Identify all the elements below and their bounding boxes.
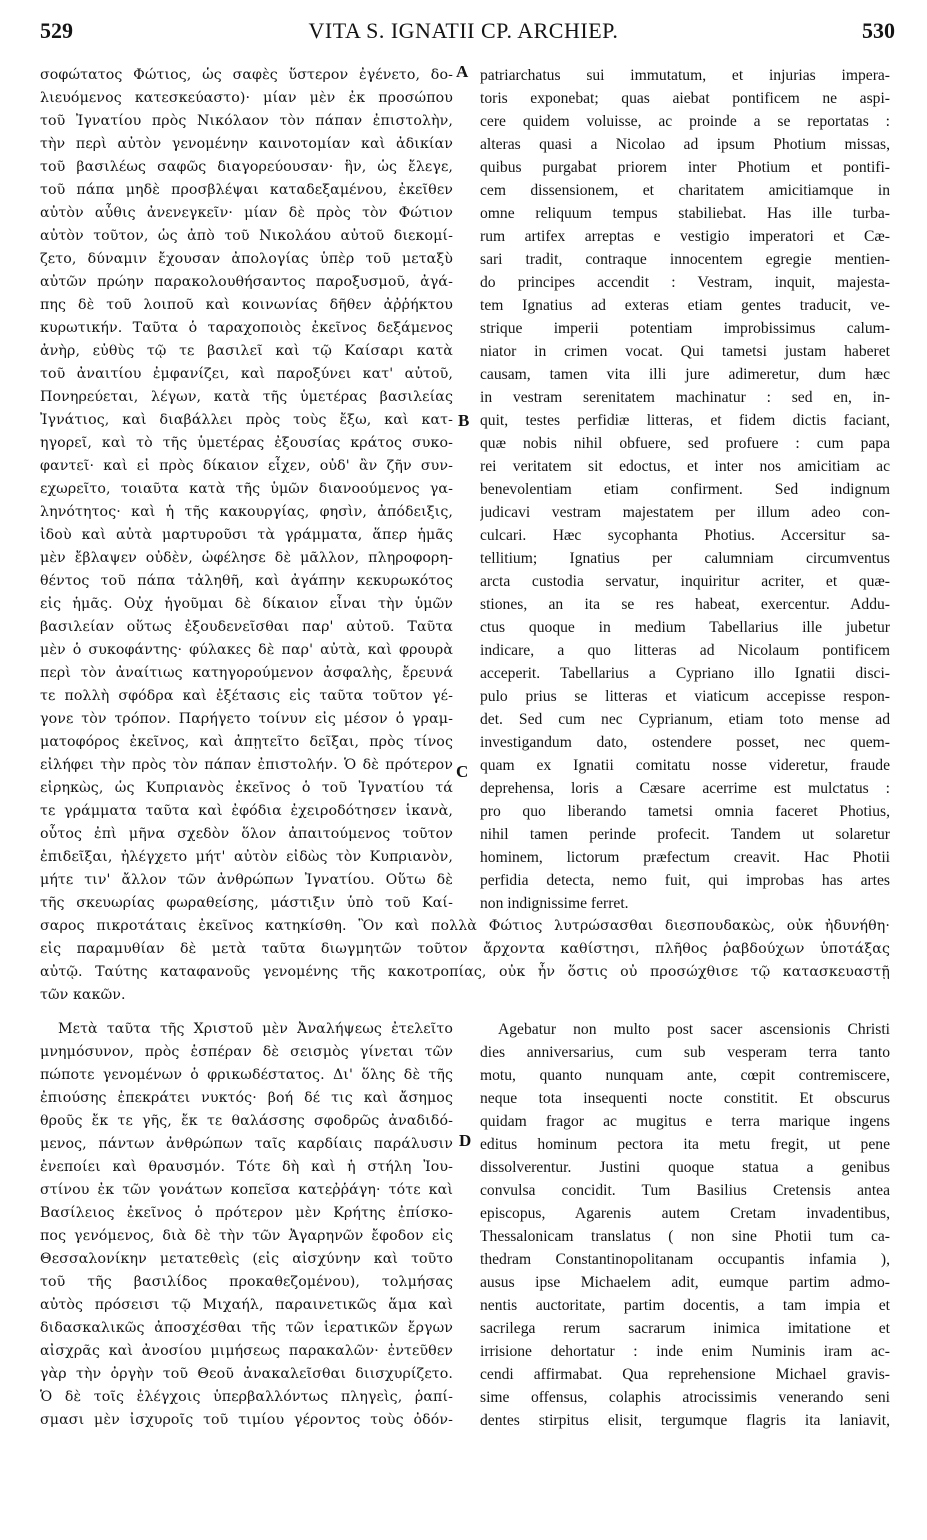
text-line: τὴν περὶ αὐτὸν γενομένην καινοτομίαν καὶ ἀδικίαν [40, 136, 453, 152]
text-line: investigandum dato, ostendere posset, nec quem- [480, 734, 890, 751]
section-marker-c: C [456, 762, 469, 781]
text-line: ηγορεῖ, καὶ τὸ τῆς ὑμετέρας ἐξουσίας κράτος συκο- [40, 435, 453, 451]
text-line: perfidia detecta, nemo fuit, qui improbas has artes [480, 872, 890, 889]
text-line: toris exponebat; quas aiebat pontificem ne aspi- [480, 90, 890, 107]
text-line: τοῦ ἀναιτίου ἐμφανίζει, καὶ παροξύνει κατ' αὐτοῦ, [40, 366, 453, 382]
text-line: cere quidem voluisse, ac proinde a se reportatas : [480, 113, 890, 130]
text-line: εχωρεῖτο, τοιαῦτα κατὰ τῆς ὑμῶν διανοούμενος γα- [40, 481, 453, 497]
text-line: στίνου ἐκ τῶν γονάτων κοπεῖσα κατεῤῥάγη· τότε καὶ [40, 1182, 453, 1198]
text-line: hominem, lictorum præfectum creavit. Hac Photii [480, 849, 890, 866]
text-line: αὐτῶν πρώην παρακολουθήσαντος παροξυσμοῦ, ἀγά- [40, 274, 453, 290]
text-line: εἰλήφει τὴν πρὸς τὸν πάπαν ἐπιστολήν. Ὁ δὲ πρότερον [40, 757, 453, 773]
text-line: nentis auctoritate, partim docentis, a tam impia et [480, 1297, 890, 1314]
text-line: ctus quoque in medium Tabellarius ille jubetur [480, 619, 890, 636]
text-line: ληνότητος· καὶ ἡ τῆς κακουργίας, φησὶν, ἀπόδειξις, [40, 504, 453, 520]
text-line: Μετὰ ταῦτα τῆς Χριστοῦ μὲν Ἀναλήψεως ἐτελεῖτο [58, 1021, 453, 1037]
text-line: πος γενόμενος, διὰ δὲ τὴν τῶν Ἀγαρηνῶν ἔφοδον εἰς [40, 1228, 453, 1244]
text-line: σαρος πικροτάταις ἐκεῖνος κατηκίσθη. Ὃν καὶ πολλὰ Φώτιος λυτρώσασθαι διεσπουδακὼς, οὐκ ἠδυνήθη· [40, 918, 890, 934]
text-line: arcta custodia servatur, inquiritur acriter, et quæ- [480, 573, 890, 590]
page-number-left: 529 [40, 18, 73, 43]
text-line: sari tradit, contraque innocentem egregie mentien- [480, 251, 890, 268]
text-line: Ὁ δὲ τοῖς ἐλέγχοις ὑπερβαλλόντως πληγεὶς, ῥαπί- [40, 1389, 453, 1405]
text-line: editus hominum pectora ita metu fregit, ut pene [480, 1136, 890, 1153]
text-line: omne reliquum tempus stabiliebat. Has ille turba- [480, 205, 890, 222]
text-line: θέντος τοῦ πάπα τἀληθῆ, καὶ ἀγάπην κεκυρωκότος [40, 573, 453, 589]
text-line: tellitium; Ignatius per calumniam circumventus [480, 550, 890, 567]
text-line: strique imperii potentiam improbissimus calum- [480, 320, 890, 337]
text-line: nihil tamen perinde profecit. Tandem ut solaretur [480, 826, 890, 843]
text-line: quit, testes perfidiæ litteras, et fidem dictis faciant, [480, 412, 890, 429]
text-line: πης δὲ τοῦ λοιποῦ καὶ κοινωνίας δῆθεν ἀῤῥήκτου [40, 297, 453, 313]
text-line: αὐτὸν τοῦτον, ὡς ἀπὸ τοῦ Νικολάου αὐτοῦ διεκομί- [40, 228, 453, 244]
text-line: κυρωτικήν. Ταῦτα ὁ ταραχοποιὸς ἐκεῖνος δεξάμενος [40, 320, 453, 336]
text-line: τε γράμματα ταῦτα καὶ ἐφόδια ἐχειροδότησεν ἱκανὰ, [40, 803, 453, 819]
text-line: γονε τὸν τρόπον. Παρήγετο τοίνυν εἰς μέσον ὁ γραμ- [40, 711, 453, 727]
text-line: οὗτος ἐπὶ μῆνα σχεδὸν ὅλον ἀπαιτούμενος τοῦτον [40, 826, 453, 842]
text-line: πώποτε γενομένων ὁ φρικωδέστατος. Δι' ὅλης δὲ τῆς [40, 1067, 453, 1083]
text-line: thedram Constantinopolitanam occupantis infamia ), [480, 1251, 890, 1268]
text-line: λιευόμενος κατεσκεύαστο)· μίαν μὲν ἐκ προσώπου [40, 90, 453, 106]
text-line: pro quo liberando tametsi omnia faceret Photius, [480, 803, 890, 820]
text-line: αἰσχρᾶς καὶ ἀνοσίου μιμήσεως παρακαλῶν· ἐντεῦθεν [40, 1343, 453, 1359]
text-line: quibus purgabat priorem inter Photium et pontifi- [480, 159, 890, 176]
text-line: τε πολλὴ σφόδρα καὶ ἐξέτασις εἰς ταῦτα τοῦτον γέ- [40, 688, 453, 704]
text-line: do principes accendit : Vestram, inquit, majesta- [480, 274, 890, 291]
greek-full-width-paragraph [40, 915, 890, 1007]
text-line: irrisione dehortatur : inde enim Numinis iram ac- [480, 1343, 890, 1360]
text-line: Agebatur non multo post sacer ascensionis Christi [498, 1021, 890, 1038]
page-number-right: 530 [862, 18, 895, 43]
text-line: niator in crimen vocat. Qui tametsi justam haberet [480, 343, 890, 360]
text-line: pulo prius se litteras et viaticum accepisse respon- [480, 688, 890, 705]
text-line: stiones, an ita se res habeat, exercentur. Addu- [480, 596, 890, 613]
text-line: deprehensa, loris a Cæsare acerrime est mulctatus : [480, 780, 890, 797]
text-line: sime offensus, colaphis atrocissimis venerando seni [480, 1389, 890, 1406]
text-line: in vestram serenitatem machinatur : sed en, in- [480, 389, 890, 406]
text-line: μνημόσυνον, πρὸς ἑσπέραν δὲ σεισμὸς γίνεται τῶν [40, 1044, 453, 1060]
text-line: φαντεῖ· καὶ εἰ πρὸς δίκαιον εἶχεν, οὐδ' ἂν ζῆν συν- [40, 458, 453, 474]
text-line: quæ nobis nihil obfuere, sed profuere : cum papa [480, 435, 890, 452]
text-line: μενος, πάντων ἀνθρώπων ταῖς καρδίαις παράλυσιν [40, 1136, 453, 1152]
text-line: σοφώτατος Φώτιος, ὡς σαφὲς ὕστερον ἐγένετο, δο- [40, 67, 453, 83]
text-line: ἰδοὺ καὶ αὐτὰ μαρτυροῦσι τὰ γράμματα, ἅπερ ἡμᾶς [40, 527, 453, 543]
text-line: rum artifex arreptas e vestigio imperatori et Cæ- [480, 228, 890, 245]
text-line: αὐτῷ. Ταύτης καταφανοῦς γενομένης τῆς κακοτροπίας, οὐκ ἦν ὅστις οὐ προσώχθισε τῷ κατασκευαστῇ [40, 964, 890, 980]
text-line: ἀνὴρ, εὐθὺς τῷ τε βασιλεῖ καὶ τῷ Καίσαρι κατὰ [40, 343, 453, 359]
text-line: σμασι μὲν ἰσχυροῖς τοῦ τιμίου γέροντος τοὺς ὀδόν- [40, 1412, 453, 1428]
text-line: non indignissime ferret. [480, 895, 629, 912]
text-line: Θεσσαλονίκην μετατεθεὶς (εἰς αἰσχύνην καὶ τοῦτο [40, 1251, 453, 1267]
text-line: εἰς παραμυθίαν δὲ μετὰ ταῦτα διωγμητῶν τοῦτον ἄρχοντα καθίστησι, πλῆθος ῥαβδούχων ὑποτάξας [40, 941, 890, 957]
section-marker-a: A [456, 62, 469, 81]
text-line: patriarchatus sui immutatum, et injurias impera- [480, 67, 890, 84]
text-line: indicare, a quo litteras ad Nicolaum pontificem [480, 642, 890, 659]
text-line: rei veritatem sit edoctus, et inter nos amicitiam ac [480, 458, 890, 475]
text-line: acceperit. Tabellarius a Cypriano illo Ignatii disci- [480, 665, 890, 682]
text-line: sacrilega rerum sacrarum inimica imitatione et [480, 1320, 890, 1337]
text-line: διδασκαλικῶς ἀποσχέσθαι τῆς τῶν ἱερατικῶν ἔργων [40, 1320, 453, 1336]
text-line: περὶ τὸν ἀναίτιως κατηγορούμενον ἀσφαλὴς, ἔρευνά [40, 665, 453, 681]
text-line: Thessalonicam translatus ( non sine Photii tum ca- [480, 1228, 890, 1245]
text-line: tem Ignatius ad exteras etiam gentes traducit, ve- [480, 297, 890, 314]
text-line: ausus ipse Michaelem adit, eumque partim admo- [480, 1274, 890, 1291]
text-line: ἐνεποίει καὶ θραυσμόν. Τότε δὴ καὶ ἡ στήλη Ἰου- [40, 1159, 453, 1175]
text-line: μὲν ἔβλαψεν οὐδὲν, ὠφέλησε δὲ μᾶλλον, πληροφορη- [40, 550, 453, 566]
text-line: ἐπιδεῖξαι, ἠλέγχετο μήτ' αὐτὸν εἰδὼς τὸν Κυπριανὸν, [40, 849, 453, 865]
text-line: causam, tamen vita illi jure adimeretur, dum hæc [480, 366, 890, 383]
text-line: μήτε τιν' ἄλλον τῶν ἀνθρώπων Ἰγνατίου. Οὕτω δὲ [40, 872, 453, 888]
text-line: ἐπιούσης ἐπεκράτει νυκτός· βοή δέ τις καὶ ἄσημος [40, 1090, 453, 1106]
text-line: θροῦς ἔκ τε γῆς, ἔκ τε θαλάσσης σφοδρῶς ἀναδιδό- [40, 1113, 453, 1129]
latin-column-bottom [480, 1018, 890, 1432]
text-line: τοῦ πάπα μηδὲ προσβλέψαι καταδεξαμένου, ἐκεῖθεν [40, 182, 453, 198]
text-line: episcopus, Agarenis autem Cretam invadentibus, [480, 1205, 890, 1222]
text-line: αὐτὸς πρόσεισι τῷ Μιχαήλ, παραινετικῶς ἅμα καὶ [40, 1297, 453, 1313]
text-line: alteras quasi a Nicolao ad ipsum Photium missas, [480, 136, 890, 153]
text-line: benevolentiam etiam confirment. Sed indignum [480, 481, 890, 498]
text-line: ματοφόρος ἐκεῖνος, καὶ ἀπῃτεῖτο δεῖξαι, πρὸς τίνος [40, 734, 453, 750]
text-line: quidam fragor ac mugitus e terra marique ingens [480, 1113, 890, 1130]
text-line: Πονηρεύεται, λέγων, κατὰ τῆς ὑμετέρας βασιλείας [40, 389, 453, 405]
text-line: ζετο, δύναμιν ἔχουσαν ἀπολογίας ὑπὲρ τοῦ μεταξὺ [40, 251, 453, 267]
text-line: γὰρ τὴν ὀργὴν τοῦ Θεοῦ ἀνακαλεῖσθαι διισχυρίζετο. [40, 1366, 453, 1382]
text-line: dentes stirpitus elisit, tergumque flagris ita laniavit, [480, 1412, 890, 1429]
text-line: neque tota insequenti nocte constitit. Et obscurus [480, 1090, 890, 1107]
text-line: dies anniversarius, cum sub vesperam terra tanto [480, 1044, 890, 1061]
text-line: culcari. Hæc sycophanta Photius. Accersitur sa- [480, 527, 890, 544]
text-line: Βασίλειος ἐκεῖνος ὁ πρότερον μὲν Κρήτης ἐπίσκο- [40, 1205, 453, 1221]
text-line: quam ex Ignatii comitatu nosse videretur, fraude [480, 757, 890, 774]
text-line: εἰς ἡμᾶς. Οὐχ ἡγοῦμαι δὲ δίκαιον εἶναι τὴν ὑμῶν [40, 596, 453, 612]
text-line: judicavi vestram majestatem per illum adeo con- [480, 504, 890, 521]
text-line: τοῦ βασιλέως σαφῶς διαγορεύουσαν· ἣν, ὡς ἔλεγε, [40, 159, 453, 175]
text-line: βασιλείαν οὕτως ἐξουδενεῖσθαι παρ' αὐτοῦ. Ταῦτα [40, 619, 453, 635]
text-line: convulsa concidit. Tum Basilius Cretensis antea [480, 1182, 890, 1199]
text-line: det. Sed cum nec Cyprianum, etiam toto mense ad [480, 711, 890, 728]
text-line: cendi affirmabat. Qua reprehensione Michael gravis- [480, 1366, 890, 1383]
text-line: motu, quanto nunquam ante, cœpit contremiscere, [480, 1067, 890, 1084]
running-title: VITA S. IGNATII CP. ARCHIEP. [308, 18, 619, 43]
section-marker-b: B [458, 411, 470, 430]
greek-column-top [40, 64, 453, 915]
running-header [0, 18, 927, 58]
text-line: αὐτὸν αὖθις ἀνενεγκεῖν· μίαν δὲ πρὸς τὸν Φώτιον [40, 205, 453, 221]
text-line: εἰρηκὼς, ὡς Κυπριανὸς ἐκεῖνος ὁ τοῦ Ἰγνατίου τά [40, 780, 453, 796]
text-line: Ἰγνάτιος, καὶ διαβάλλει πρὸς τοὺς ἔξω, καὶ κατ- [40, 412, 453, 428]
text-line: μὲν ὁ συκοφάντης· φύλακες δὲ παρ' αὐτὰ, καὶ φρουρὰ [40, 642, 453, 658]
section-marker-d: D [459, 1131, 472, 1150]
text-line: τοῦ τῆς βασιλίδος προκαθεζομένου), τολμήσας [40, 1274, 453, 1290]
text-line: τῆς σκευωρίας φωραθείσης, μάστιξιν ὑπὸ τοῦ Καί- [40, 895, 453, 911]
text-line: cem dissensionem, et charitatem amicitiamque in [480, 182, 890, 199]
text-line: τοῦ Ἰγνατίου πρὸς Νικόλαον τὸν πάπαν ἐπιστολὴν, [40, 113, 453, 129]
text-line: dissolverentur. Justini quoque statua a genibus [480, 1159, 890, 1176]
greek-column-bottom [40, 1018, 453, 1432]
latin-column-top [480, 64, 890, 915]
text-line: τῶν κακῶν. [40, 987, 126, 1003]
